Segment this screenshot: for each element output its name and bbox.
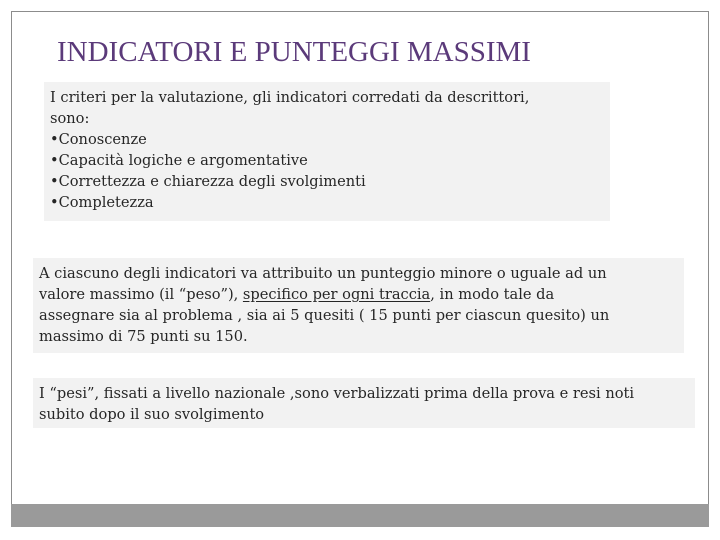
weights-line-4: massimo di 75 punti su 150. (39, 328, 248, 345)
weights-line-2 (39, 284, 678, 305)
footer-bar (11, 504, 709, 527)
weights-line-1: A ciascuno degli indicatori va attribuito un punteggio minore o uguale ad un (39, 265, 607, 282)
criteria-item-completezza: •Completezza (50, 194, 154, 211)
criteria-item-conoscenze: •Conoscenze (50, 131, 147, 148)
criteria-box (44, 82, 610, 221)
criteria-item-capacita: •Capacità logiche e argomentative (50, 152, 308, 169)
slide-title: INDICATORI E PUNTEGGI MASSIMI (57, 36, 531, 68)
weights-line-2-end: , in modo tale da (430, 286, 555, 303)
criteria-intro-line-1: I criteri per la valutazione, gli indicatori corredati da descrittori, (50, 89, 530, 106)
weights-box (33, 258, 684, 353)
weights-line-2-start: valore massimo (il “peso”), (39, 286, 243, 303)
pesi-box (33, 378, 695, 428)
criteria-item-correttezza: •Correttezza e chiarezza degli svolgimenti (50, 173, 366, 190)
pesi-line-2: subito dopo il suo svolgimento (39, 406, 265, 423)
criteria-intro-line-2: sono: (50, 110, 90, 127)
weights-line-2-underlined: specifico per ogni traccia (242, 286, 431, 303)
pesi-line-1: I “pesi”, fissati a livello nazionale ,sono verbalizzati prima della prova e resi noti (39, 385, 635, 402)
weights-line-3: assegnare sia al problema , sia ai 5 quesiti ( 15 punti per ciascun quesito) un (39, 307, 610, 324)
